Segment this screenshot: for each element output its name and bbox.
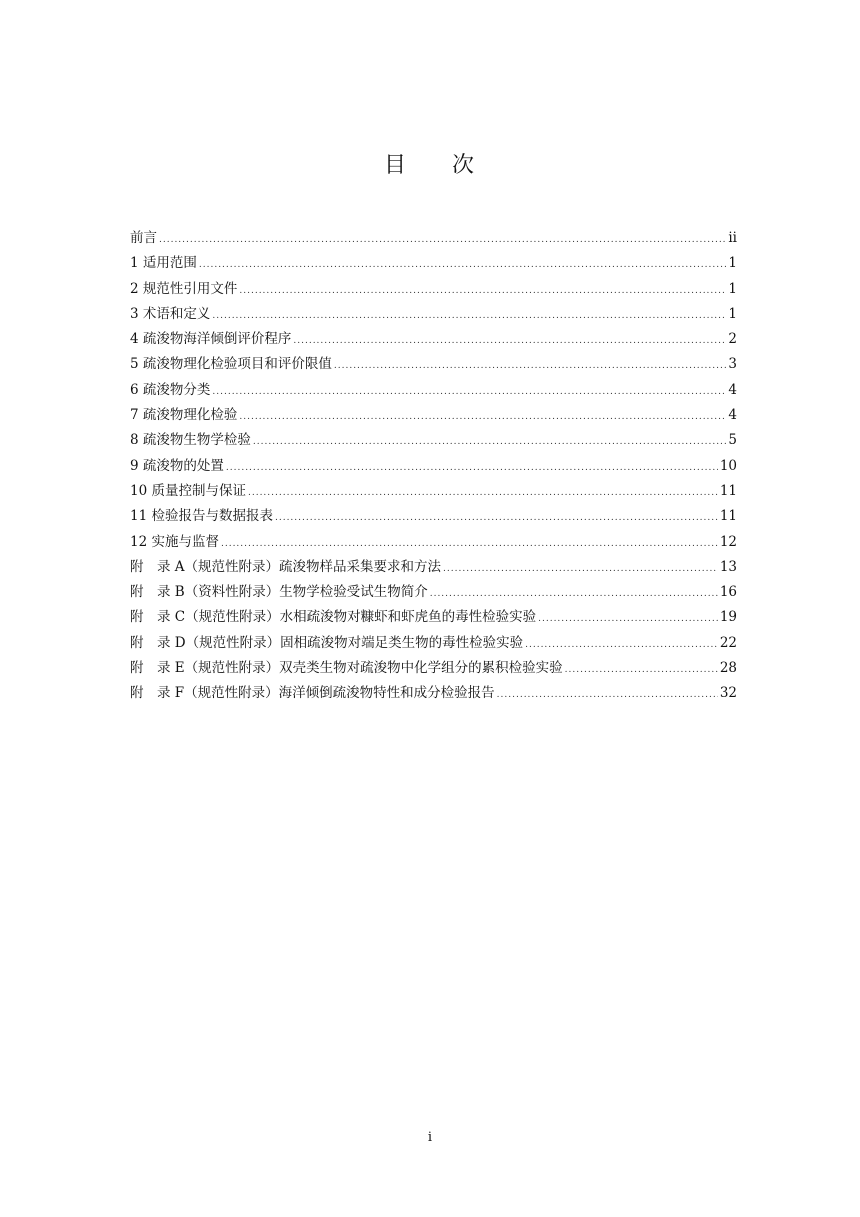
toc-entry-label: 附 录 B（资料性附录）生物学检验受试生物简介: [130, 584, 428, 601]
toc-entry[interactable]: [130, 605, 737, 630]
toc-entry[interactable]: [130, 454, 737, 479]
toc-entry-page: 11: [719, 508, 737, 525]
toc-entry-label: 10 质量控制与保证: [130, 482, 246, 499]
toc-title-char-1: 目: [383, 153, 408, 178]
toc-entry-label: 附 录 E（规范性附录）双壳类生物对疏浚物中化学组分的累积检验实验: [130, 660, 563, 677]
toc-dot-leader: [253, 430, 727, 455]
toc-entry[interactable]: [130, 226, 737, 251]
toc-entry[interactable]: [130, 302, 737, 327]
toc-entry-page: 1: [728, 280, 737, 297]
toc-dot-leader: [239, 279, 726, 304]
toc-entry-label: 3 术语和定义: [130, 305, 211, 322]
toc-dot-leader: [334, 354, 727, 379]
toc-entry[interactable]: [130, 631, 737, 656]
toc-entry-page: ii: [728, 230, 737, 246]
page-number: i: [427, 1130, 433, 1145]
toc-title-char-2: 次: [452, 153, 477, 178]
toc-entry-page: 1: [728, 255, 737, 272]
toc-entry-label: 7 疏浚物理化检验: [130, 407, 238, 424]
toc-dot-leader: [199, 253, 727, 278]
toc-entry[interactable]: [130, 327, 737, 352]
toc-entry[interactable]: [130, 580, 737, 605]
toc-dot-leader: [221, 532, 718, 557]
toc-entry-page: 19: [719, 609, 737, 626]
toc-entry-label: 前言: [130, 230, 157, 246]
toc-dot-leader: [275, 506, 718, 531]
toc-dot-leader: [443, 557, 718, 582]
toc-entry[interactable]: [130, 504, 737, 529]
toc-entry-label: 1 适用范围: [130, 255, 197, 272]
toc-entry[interactable]: [130, 530, 737, 555]
toc-entry-page: 1: [728, 305, 737, 322]
toc-entry-label: 6 疏浚物分类: [130, 381, 211, 398]
toc-entry-label: 附 录 F（规范性附录）海洋倾倒疏浚物特性和成分检验报告: [130, 685, 495, 702]
toc-entry-label: 附 录 D（规范性附录）固相疏浚物对端足类生物的毒性检验实验: [130, 634, 524, 651]
toc-dot-leader: [525, 633, 718, 658]
toc-entry-label: 附 录 A（规范性附录）疏浚物样品采集要求和方法: [130, 558, 442, 575]
toc-entry[interactable]: [130, 251, 737, 276]
toc-entry-page: 22: [719, 634, 737, 651]
toc-entry-page: 28: [719, 660, 737, 677]
toc-entry[interactable]: [130, 428, 737, 453]
toc-dot-leader: [293, 329, 726, 354]
toc-dot-leader: [565, 658, 718, 683]
toc-entry-label: 2 规范性引用文件: [130, 280, 238, 297]
toc-list: [130, 226, 737, 707]
toc-entry-label: 11 检验报告与数据报表: [130, 508, 273, 525]
toc-entry-page: 3: [728, 356, 737, 373]
toc-dot-leader: [239, 405, 726, 430]
toc-title: [0, 148, 860, 179]
toc-dot-leader: [430, 582, 718, 607]
toc-entry[interactable]: [130, 378, 737, 403]
toc-entry-page: 13: [719, 558, 737, 575]
toc-dot-leader: [538, 607, 718, 632]
toc-entry[interactable]: [130, 277, 737, 302]
toc-entry[interactable]: [130, 681, 737, 706]
toc-entry[interactable]: [130, 656, 737, 681]
toc-entry-page: 32: [719, 685, 737, 702]
toc-entry[interactable]: [130, 352, 737, 377]
toc-dot-leader: [248, 481, 718, 506]
toc-dot-leader: [212, 304, 726, 329]
toc-entry-page: 16: [719, 584, 737, 601]
toc-entry-page: 5: [728, 432, 737, 449]
toc-dot-leader: [212, 380, 726, 405]
toc-entry-page: 10: [719, 457, 737, 474]
toc-entry-page: 11: [719, 482, 737, 499]
toc-entry-page: 2: [728, 331, 737, 348]
toc-entry-label: 9 疏浚物的处置: [130, 457, 224, 474]
toc-dot-leader: [159, 228, 726, 253]
toc-entry-label: 附 录 C（规范性附录）水相疏浚物对糠虾和虾虎鱼的毒性检验实验: [130, 609, 537, 626]
toc-entry-label: 12 实施与监督: [130, 533, 219, 550]
toc-entry-label: 4 疏浚物海洋倾倒评价程序: [130, 331, 292, 348]
toc-entry-label: 8 疏浚物生物学检验: [130, 432, 251, 449]
toc-dot-leader: [497, 683, 718, 708]
toc-entry[interactable]: [130, 403, 737, 428]
toc-entry[interactable]: [130, 555, 737, 580]
toc-entry-page: 4: [728, 381, 737, 398]
toc-entry[interactable]: [130, 479, 737, 504]
toc-entry-page: 4: [728, 407, 737, 424]
toc-entry-label: 5 疏浚物理化检验项目和评价限值: [130, 356, 332, 373]
toc-entry-page: 12: [719, 533, 737, 550]
toc-dot-leader: [226, 456, 718, 481]
